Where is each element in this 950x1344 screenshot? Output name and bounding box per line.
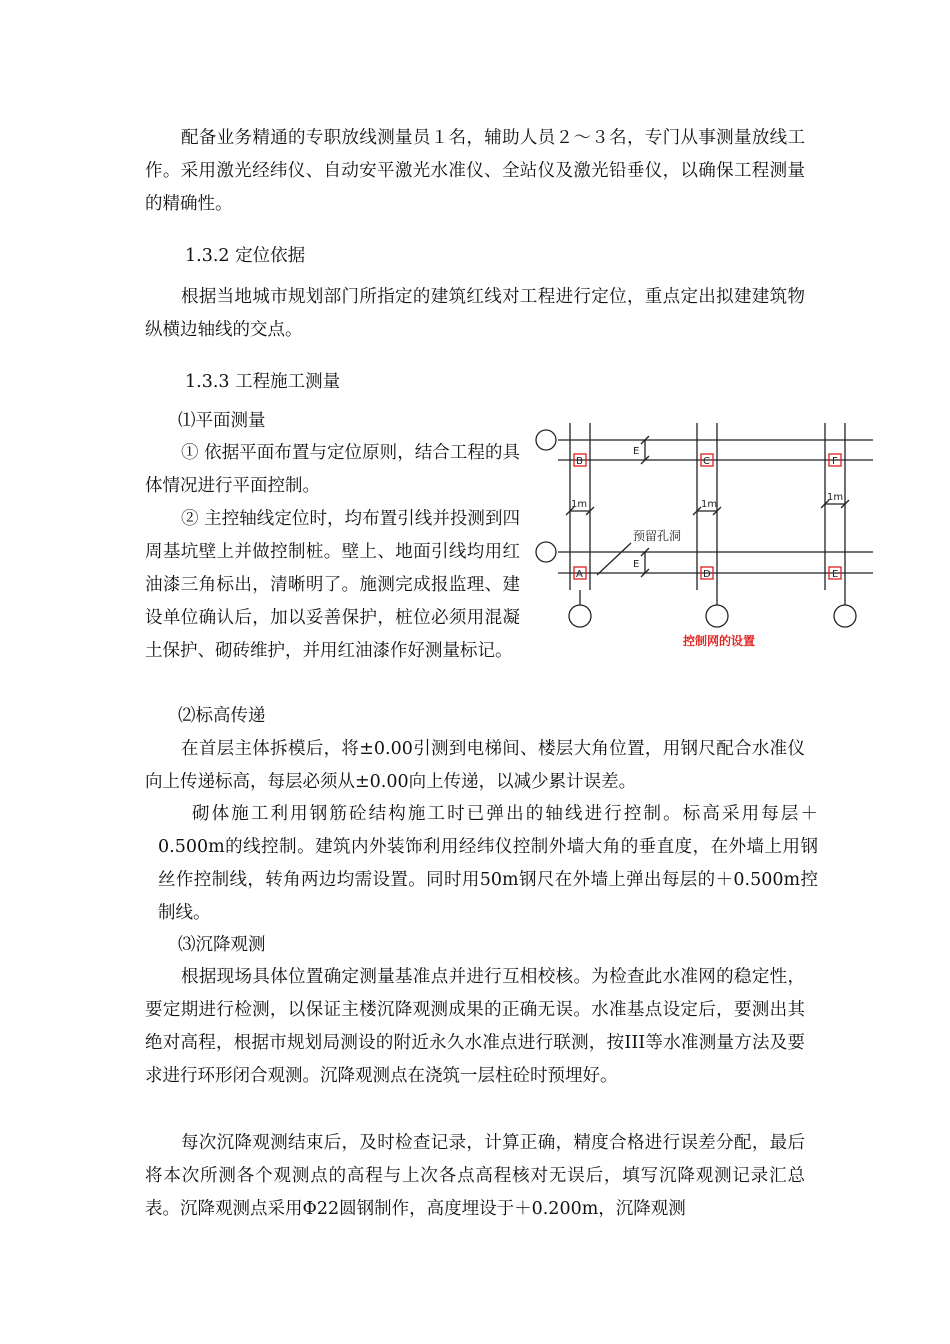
control-network-figure — [533, 418, 878, 656]
axis-bubble-left-mid — [536, 542, 556, 562]
point-label-d: D — [703, 569, 711, 580]
point-label-f: F — [832, 456, 838, 467]
paragraph-masonry-control: 砌体施工利用钢筋砼结构施工时已弹出的轴线进行控制。标高采用每层＋0.500m的线控制。建筑内外装饰利用经纬仪控制外墙大角的垂直度，在外墙上用钢丝作控制线，转角两边均需设置。同时用50m钢尺在外墙上弹出每层的＋0.500m控制线。 — [158, 804, 818, 923]
dim-label-1m-left: 1m — [571, 499, 588, 510]
point-label-b: B — [576, 456, 583, 467]
reserved-hole-markers — [574, 454, 844, 579]
dim-label-1m-right: 1m — [827, 492, 844, 503]
axis-bubble-left-top — [536, 430, 556, 450]
point-label-a: A — [576, 569, 583, 580]
dim-label-1m-mid: 1m — [701, 499, 718, 510]
axis-bubble-bottom-1 — [569, 605, 591, 627]
dim-label-e-top: E — [633, 446, 640, 457]
paragraph-axis-positioning: ② 主控轴线定位时，均布置引线并投测到四周基坑壁上并做控制桩。壁上、地面引线均用红油漆三角标出，清晰明了。施测完成报监理、建设单位确认后，加以妥善保护，桩位必须用混凝土保护、砌砖维护，并用红油漆作好测量标记。 — [145, 509, 520, 661]
paragraph-positioning-basis: 根据当地城市规划部门所指定的建筑红线对工程进行定位，重点定出拟建建筑物纵横边轴线的交点。 — [145, 287, 805, 340]
figure-caption: 控制网的设置 — [683, 634, 756, 648]
hole-label: 预留孔洞 — [633, 529, 682, 543]
subheading-elevation-transfer: ⑵标高传递 — [178, 706, 266, 726]
control-network-diagram — [533, 418, 878, 656]
point-label-e: E — [832, 569, 839, 580]
paragraph-benchmark-setup: 根据现场具体位置确定测量基准点并进行互相校核。为检查此水准网的稳定性，要定期进行检测，以保证主楼沉降观测成果的正确无误。水准基点设定后，要测出其绝对高程，根据市规划局测设的附近永久水准点进行联测，按III等水准测量方法及要求进行环形闭合观测。沉降观测点在浇筑一层柱砼时预埋好。 — [145, 967, 805, 1086]
paragraph-settlement-records: 每次沉降观测结束后，及时检查记录，计算正确，精度合格进行误差分配，最后将本次所测各个观测点的高程与上次各点高程核对无误后，填写沉降观测记录汇总表。沉降观测点采用Φ22圆钢制作，高度埋设于＋0.200m，沉降观测 — [145, 1133, 805, 1219]
paragraph-plane-control: ① 依据平面布置与定位原则，结合工程的具体情况进行平面控制。 — [145, 443, 520, 496]
dim-label-e-mid: E — [633, 559, 640, 570]
paragraph-elevation-transfer: 在首层主体拆模后，将±0.00引测到电梯间、楼层大角位置，用钢尺配合水准仪向上传递标高，每层必须从±0.00向上传递，以减少累计误差。 — [145, 739, 805, 792]
point-label-c: C — [703, 456, 710, 467]
heading-1-3-3: 1.3.3 工程施工测量 — [185, 372, 341, 392]
axis-bubble-bottom-2 — [706, 605, 728, 627]
subheading-settlement-observation: ⑶沉降观测 — [178, 935, 266, 955]
paragraph-staffing: 配备业务精通的专职放线测量员１名，辅助人员２～３名，专门从事测量放线工作。采用激光经纬仪、自动安平激光水准仪、全站仪及激光铅垂仪，以确保工程测量的精确性。 — [145, 128, 805, 214]
axis-bubble-bottom-3 — [834, 605, 856, 627]
heading-1-3-2: 1.3.2 定位依据 — [185, 246, 306, 266]
subheading-plane-survey: ⑴平面测量 — [178, 411, 266, 431]
